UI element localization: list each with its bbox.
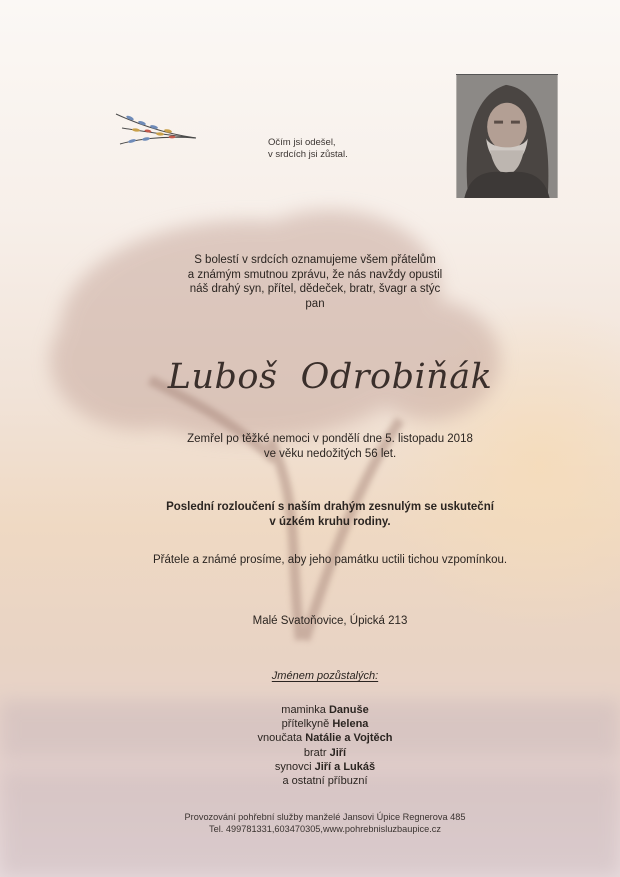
motto (268, 137, 408, 161)
announcement-line: pan (305, 297, 325, 310)
mourner-row (200, 760, 450, 774)
mourner-relation: přítelkyně (281, 718, 330, 731)
footer-line: Provozování pohřební služby manželé Jansovi Úpice Regnerova 485 (184, 812, 466, 822)
farewell-line: v úzkém kruhu rodiny. (269, 516, 391, 528)
mourner-relation: maminka (281, 704, 326, 716)
death-info-line: Zemřel po těžké nemoci v pondělí dne 5. listopadu 2018 (187, 433, 473, 445)
funeral-service-footer (140, 811, 510, 835)
deceased-name: Luboš Odrobiňák (167, 357, 493, 397)
mourner-relation: a ostatní příbuzní (282, 775, 368, 788)
on-behalf-label: Jménem pozůstalých: (271, 670, 379, 682)
announcement-line: náš drahý syn, přítel, dědeček, bratr, švagr a stýc (189, 283, 441, 295)
mourner-relation: bratr (303, 746, 327, 759)
mourner-row (200, 746, 450, 760)
announcement-line: S bolestí v srdcích oznamujeme všem přátelům (194, 254, 436, 266)
footer-line: Tel. 499781331,603470305,www.pohrebnisluzbaupice.cz (209, 824, 441, 834)
death-info (140, 432, 520, 462)
announcement-line: a známým smutnou zprávu, že nás navždy opustil (187, 268, 443, 281)
farewell-info (120, 500, 540, 530)
motto-line-1: Očím jsi odešel, (268, 137, 336, 148)
mourner-names: Danuše (328, 704, 369, 716)
mourner-relation: synovci (274, 760, 312, 773)
mourner-row (200, 774, 450, 788)
on-behalf-heading (220, 669, 430, 683)
mourner-relation: vnoučata (257, 732, 303, 745)
announcement-text (150, 253, 480, 311)
motto-line-2: v srdcích jsi zůstal. (268, 149, 348, 160)
farewell-line: Poslední rozloučení s naším drahým zesnulým se uskuteční (166, 501, 494, 513)
mourner-names: Jiří a Lukáš (314, 760, 376, 773)
wheat-ornament-icon (112, 104, 198, 156)
portrait-photo (456, 74, 558, 198)
address: Malé Svatoňovice, Úpická 213 (252, 615, 408, 627)
mourner-row (200, 731, 450, 745)
mourners-list (200, 703, 450, 788)
mourner-row (200, 703, 450, 717)
mourner-names: Jiří (329, 746, 347, 759)
remembrance-request: Přátele a známé prosíme, aby jeho památku uctili tichou vzpomínkou. (152, 554, 508, 566)
mourner-names: Natálie a Vojtěch (305, 732, 393, 745)
mourner-row (200, 717, 450, 731)
death-info-line: ve věku nedožitých 56 let. (263, 448, 397, 460)
mourner-names: Helena (332, 718, 369, 731)
